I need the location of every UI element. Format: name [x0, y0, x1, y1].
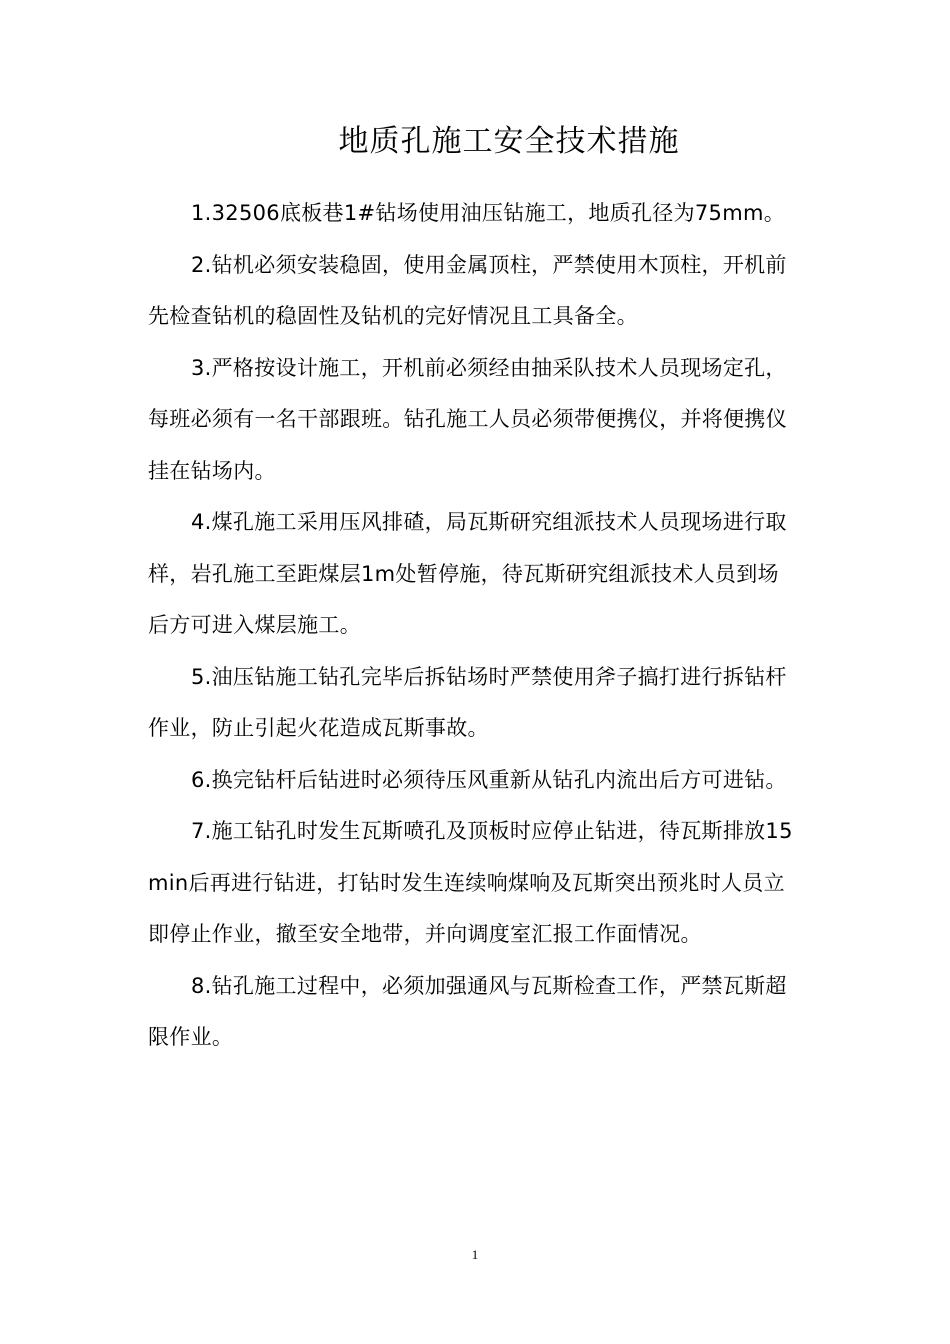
paragraph-4: 4.煤孔施工采用压风排碴，局瓦斯研究组派技术人员现场进行取样，岩孔施工至距煤层1m处暂停施，待瓦斯研究组派技术人员到场后方可进入煤层施工。: [148, 510, 787, 637]
paragraph-8: 8.钻孔施工过程中，必须加强通风与瓦斯检查工作，严禁瓦斯超限作业。: [148, 973, 787, 1049]
paragraph-2: 2.钻机必须安装稳固，使用金属顶柱，严禁使用木顶柱，开机前先检查钻机的稳固性及钻机的完好情况且工具备全。: [148, 252, 787, 328]
paragraph-5: 5.油压钻施工钻孔完毕后拆钻场时严禁使用斧子搞打进行拆钻杆作业，防止引起火花造成瓦斯事故。: [148, 664, 787, 740]
paragraph-7: 7.施工钻孔时发生瓦斯喷孔及顶板时应停止钻进，待瓦斯排放15min后再进行钻进，打钻时发生连续响煤响及瓦斯突出预兆时人员立即停止作业，撤至安全地带，并向调度室汇报工作面情况。: [148, 819, 793, 946]
paragraph-1: 1.32506底板巷1#钻场使用油压钻施工，地质孔径为75mm。: [191, 201, 786, 225]
document-title: 地质孔施工安全技术措施: [338, 124, 680, 159]
document-body: [148, 188, 798, 1064]
page-number: 1: [471, 1247, 479, 1262]
paragraph-6: 6.换完钻杆后钻进时必须待压风重新从钻孔内流出后方可进钻。: [191, 767, 787, 792]
paragraph-3: 3.严格按设计施工，开机前必须经由抽采队技术人员现场定孔，每班必须有一名干部跟班。钻孔施工人员必须带便携仪，并将便携仪挂在钻场内。: [148, 355, 787, 483]
